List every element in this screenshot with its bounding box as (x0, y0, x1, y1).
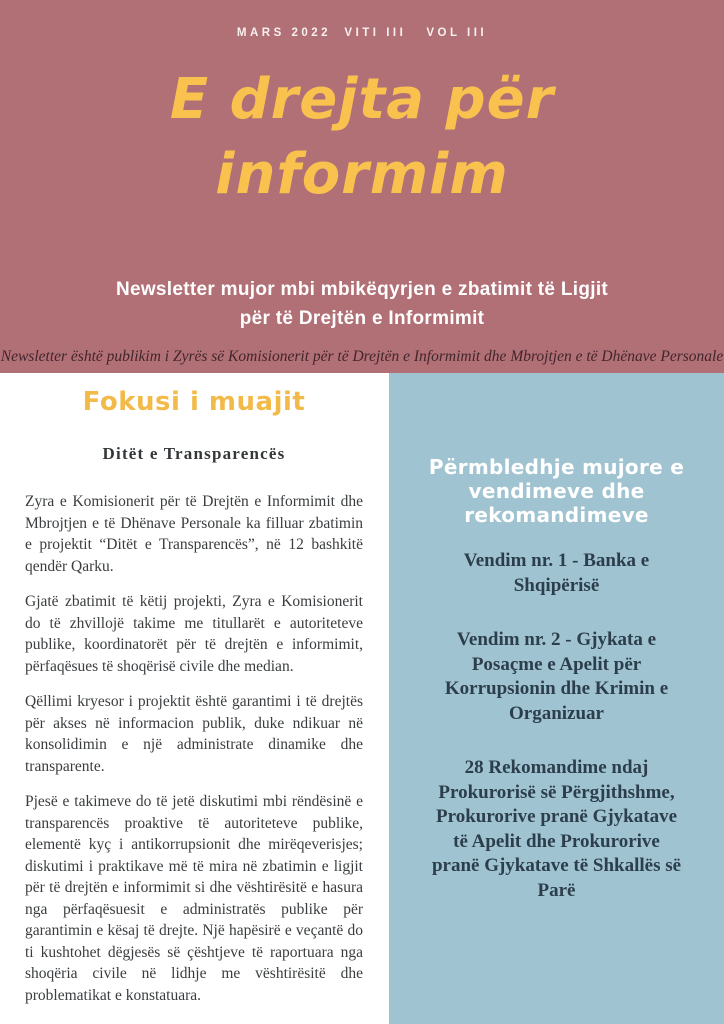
newsletter-header (0, 0, 724, 373)
section-heading: Fokusi i muajit (82, 387, 306, 417)
newsletter-subtitle-line-1: Newsletter mujor mbi mbikëqyrjen e zbatimit të Ligjit (115, 279, 609, 300)
newsletter-subtitle (0, 276, 724, 333)
summary-panel (389, 373, 724, 1024)
issue-meta-line: MARS 2022 VITI III VOL III (236, 27, 488, 39)
article-title: Ditët e Transparencës (102, 444, 286, 463)
article-paragraph: Qëllimi kryesor i projektit është garantimi i të drejtës për akses në informacion publik, duke ndikuar në konsolidimin e një administrate dinamike dhe transparente. (25, 693, 363, 775)
article-text (25, 491, 363, 1006)
newsletter-title-line-1: E drejta për (169, 67, 555, 132)
newsletter-body (0, 373, 724, 1024)
decision-item: Vendim nr. 2 - Gjykata e Posaçme e Apelit për Korrupsionin dhe Krimin e Organizuar (444, 629, 669, 724)
article-paragraph: Pjesë e takimeve do të jetë diskutimi mbi rëndësinë e transparencës proaktive të autoriteteve publike, elementë kyç i antikorrupsionit dhe mirëqeverisjes; diskutimi i praktikave më të mira në zbatimin e ligjit për të drejtën e informimit si dhe vështirësitë e hasura nga përfaqësuesit e administratës publike për garantimin e kësaj të drejte. Një hapësirë e veçantë do ti kushtohet dëgjesës së çështjeve të raportuara nga shoqëria civile në lidhje me vështirësitë dhe problematikat e konstatuara. (25, 793, 363, 1004)
recommendations-item: 28 Rekomandime ndaj Prokurorisë së Përgjithshme, Prokurorive pranë Gjykatave të Apelit dhe Prokurorive pranë Gjykatave të Shkallës së Parë (431, 757, 682, 901)
summary-heading-line-2: vendimeve dhe (468, 479, 645, 503)
focus-column (0, 373, 389, 1024)
newsletter-subtitle-line-2: për të Drejtën e Informimit (239, 307, 485, 329)
summary-item-list (414, 549, 699, 903)
article-paragraph: Gjatë zbatimit të këtij projekti, Zyra e Komisionerit do të zhvillojë takime me titullarët e autoriteteve publike, koordinatorët për të drejtën e informimit, përfaqësues të shoqërisë civile dhe median. (25, 593, 363, 675)
summary-panel-heading (414, 455, 699, 527)
decision-item: Vendim nr. 1 - Banka e Shqipërisë (463, 550, 650, 596)
article-paragraph: Zyra e Komisionerit për të Drejtën e Informimit dhe Mbrojtjen e të Dhënave Personale ka filluar zbatimin e projektit “Ditët e Transparencës”, në 12 bashkitë qendër Qarku. (25, 493, 363, 575)
publisher-note: Newsletter është publikim i Zyrës së Komisionerit për të Drejtën e Informimit dhe Mbrojtjen e të Dhënave Personale (0, 348, 724, 365)
newsletter-title-line-2: informim (215, 142, 509, 207)
summary-heading-line-3: rekomandimeve (464, 503, 649, 527)
newsletter-title (0, 62, 724, 212)
summary-heading-line-1: Përmbledhje mujore e (428, 455, 685, 479)
